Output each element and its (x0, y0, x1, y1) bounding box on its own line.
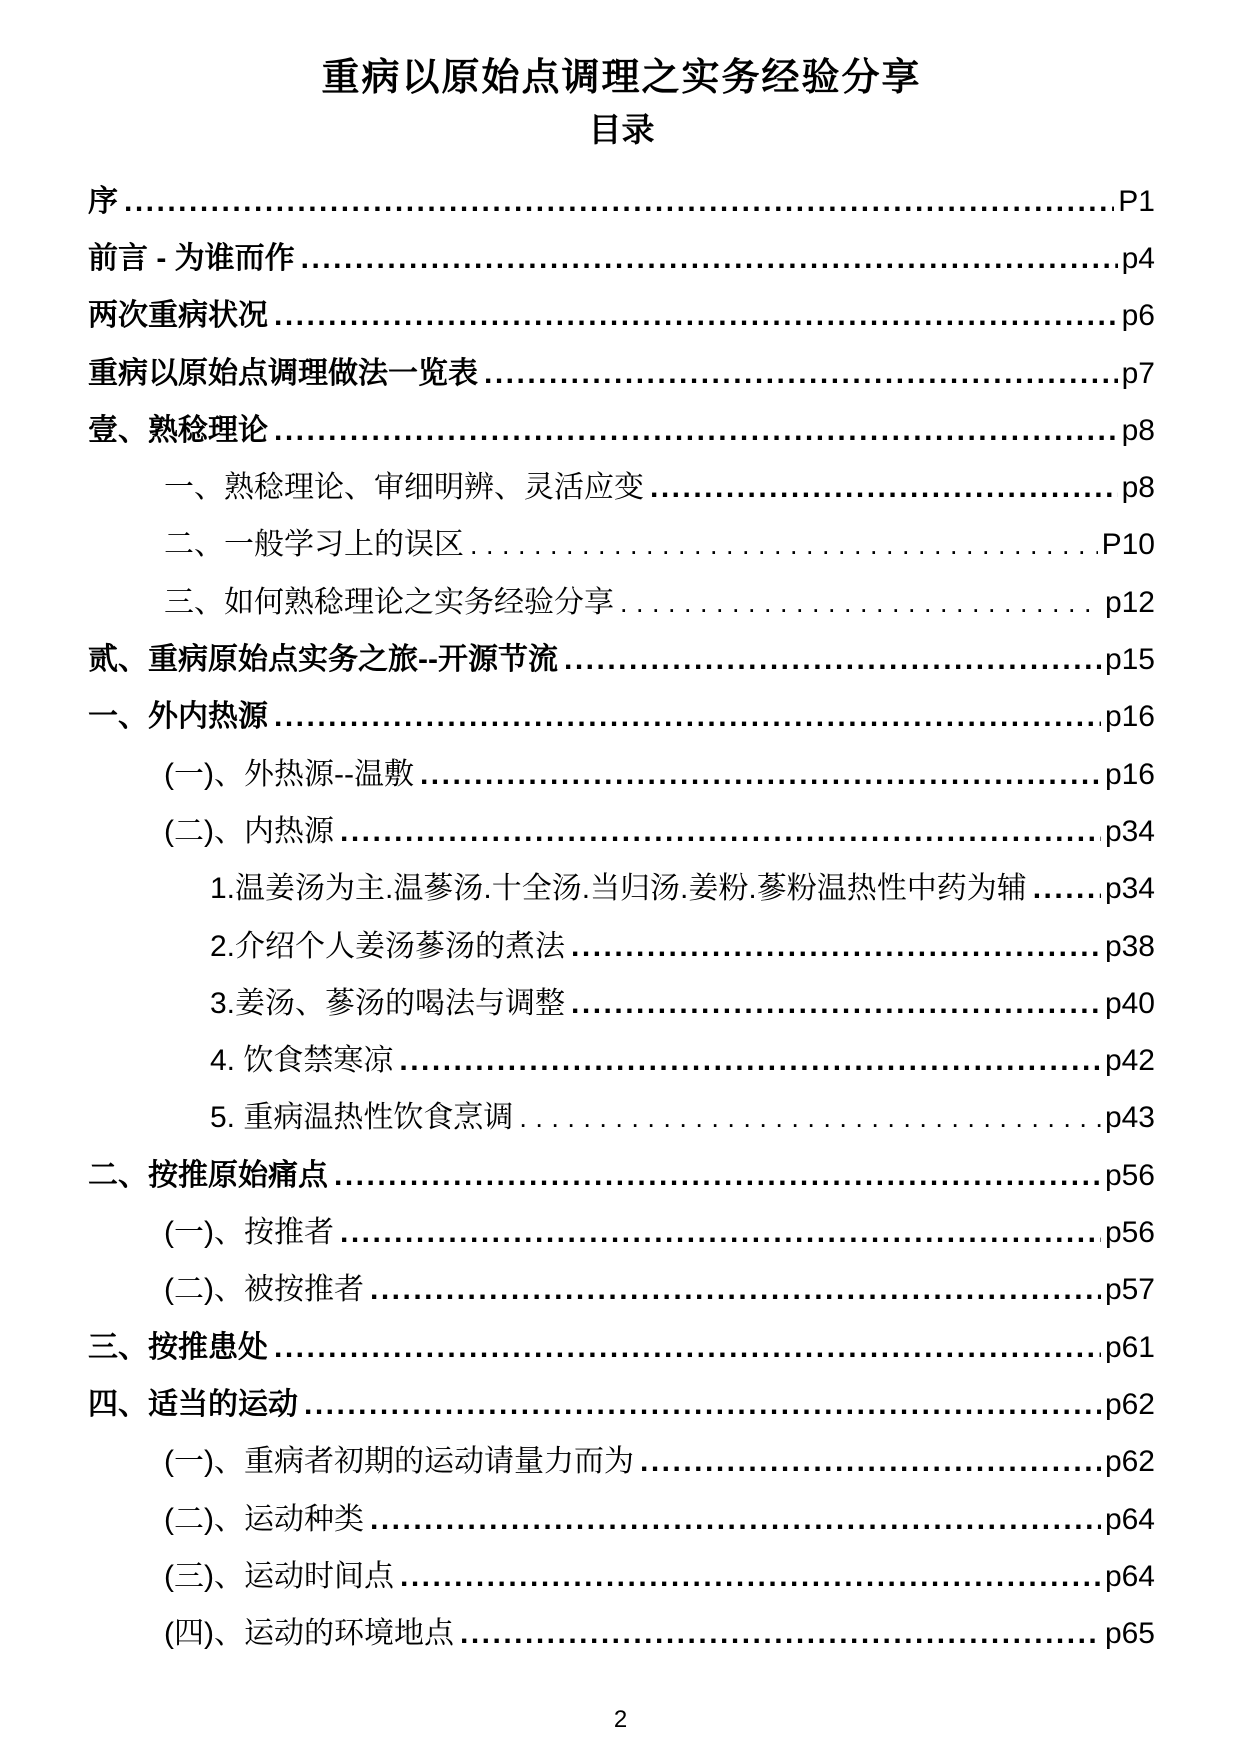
toc-entry-label: 四、适当的运动 (88, 1387, 298, 1421)
toc-entry-page: p57 (1104, 1273, 1155, 1307)
toc-entry-page: p15 (1104, 643, 1155, 677)
document-title: 重病以原始点调理之实务经验分享 (321, 57, 922, 99)
toc-entry-page: p16 (1104, 757, 1155, 791)
toc-entry-label: (三)、运动时间点 (164, 1559, 394, 1593)
toc-heading: 目录 (588, 111, 655, 149)
toc-entry[interactable] (88, 1089, 1155, 1146)
toc-entry[interactable] (88, 1433, 1155, 1490)
toc-entry-page: p62 (1104, 1387, 1155, 1421)
toc-leader-dots (274, 287, 1118, 344)
toc-entry[interactable] (88, 631, 1155, 688)
toc-entry-label: 三、按推患处 (88, 1330, 268, 1364)
toc-entry-page: p62 (1104, 1445, 1155, 1479)
table-of-contents (88, 173, 1155, 1663)
toc-entry-page: p65 (1104, 1617, 1155, 1651)
toc-leader-dots (400, 1548, 1101, 1605)
toc-leader-dots (370, 1491, 1101, 1548)
toc-entry-page: P10 (1101, 528, 1155, 562)
toc-entry-label: 两次重病状况 (88, 299, 268, 333)
toc-entry-page: p16 (1104, 700, 1155, 734)
toc-entry-label: 贰、重病原始点实务之旅--开源节流 (88, 643, 558, 677)
toc-entry-page: p8 (1121, 413, 1155, 447)
toc-leader-dots (470, 516, 1098, 573)
toc-entry[interactable] (88, 230, 1155, 287)
page-number: 2 (613, 1706, 628, 1733)
toc-entry-label: 二、一般学习上的误区 (164, 528, 464, 562)
toc-entry[interactable] (88, 1261, 1155, 1318)
toc-leader-dots (620, 574, 1101, 631)
toc-entry[interactable] (88, 1605, 1155, 1662)
toc-entry-label: 三、如何熟稔理论之实务经验分享 (164, 585, 614, 619)
toc-entry-page: p6 (1121, 299, 1155, 333)
toc-leader-dots (334, 1147, 1101, 1204)
toc-entry[interactable] (88, 574, 1155, 631)
toc-entry-page: p64 (1104, 1502, 1155, 1536)
toc-entry-label: 壹、熟稔理论 (88, 413, 268, 447)
toc-entry[interactable] (88, 918, 1155, 975)
toc-entry-page: p7 (1121, 356, 1155, 390)
toc-leader-dots (274, 688, 1101, 745)
toc-entry-label: 二、按推原始痛点 (88, 1158, 328, 1192)
toc-entry-page: p56 (1104, 1216, 1155, 1250)
toc-entry-page: p34 (1104, 814, 1155, 848)
toc-entry-label: 一、外内热源 (88, 700, 268, 734)
toc-leader-dots (571, 918, 1101, 975)
toc-entry-page: p56 (1104, 1158, 1155, 1192)
toc-leader-dots (571, 975, 1101, 1032)
toc-entry-label: 序 (88, 184, 118, 218)
toc-entry[interactable] (88, 1376, 1155, 1433)
toc-entry-page: p64 (1104, 1559, 1155, 1593)
toc-entry-label: 前言 - 为谁而作 (88, 241, 295, 275)
toc-entry[interactable] (88, 746, 1155, 803)
toc-entry[interactable] (88, 459, 1155, 516)
toc-entry[interactable] (88, 803, 1155, 860)
toc-entry[interactable] (88, 1147, 1155, 1204)
toc-entry-page: p38 (1104, 929, 1155, 963)
toc-entry-label: 4. 饮食禁寒凉 (210, 1044, 394, 1078)
toc-leader-dots (274, 402, 1118, 459)
toc-entry[interactable] (88, 1204, 1155, 1261)
toc-entry-page: p42 (1104, 1044, 1155, 1078)
toc-leader-dots (124, 173, 1114, 230)
toc-entry-label: 重病以原始点调理做法一览表 (88, 356, 478, 390)
toc-leader-dots (399, 1032, 1101, 1089)
toc-entry-label: (二)、内热源 (164, 814, 334, 848)
toc-leader-dots (650, 459, 1118, 516)
toc-entry[interactable] (88, 345, 1155, 402)
toc-entry-label: (一)、按推者 (164, 1216, 334, 1250)
toc-leader-dots (564, 631, 1101, 688)
toc-leader-dots (304, 1376, 1101, 1433)
toc-entry[interactable] (88, 1491, 1155, 1548)
toc-entry[interactable] (88, 287, 1155, 344)
toc-entry-label: (二)、被按推者 (164, 1273, 364, 1307)
toc-entry[interactable] (88, 688, 1155, 745)
toc-entry-label: 1.温姜汤为主.温蔘汤.十全汤.当归汤.姜粉.蔘粉温热性中药为辅 (210, 872, 1027, 906)
toc-entry-page: p34 (1104, 872, 1155, 906)
toc-entry[interactable] (88, 516, 1155, 573)
toc-entry-label: 2.介绍个人姜汤蔘汤的煮法 (210, 929, 566, 963)
toc-entry-page: p12 (1104, 585, 1155, 619)
toc-entry[interactable] (88, 402, 1155, 459)
toc-entry[interactable] (88, 1548, 1155, 1605)
toc-entry-label: (一)、外热源--温敷 (164, 757, 414, 791)
toc-entry-page: p40 (1104, 986, 1155, 1020)
toc-entry-label: 一、熟稔理论、审细明辨、灵活应变 (164, 471, 644, 505)
toc-entry-page: p8 (1121, 471, 1155, 505)
toc-leader-dots (484, 345, 1118, 402)
toc-entry[interactable] (88, 1319, 1155, 1376)
toc-entry-page: p61 (1104, 1330, 1155, 1364)
toc-entry[interactable] (88, 860, 1155, 917)
toc-leader-dots (370, 1261, 1101, 1318)
toc-entry-label: 3.姜汤、蔘汤的喝法与调整 (210, 986, 566, 1020)
toc-leader-dots (1033, 860, 1101, 917)
toc-entry-label: (四)、运动的环境地点 (164, 1617, 454, 1651)
toc-entry[interactable] (88, 173, 1155, 230)
toc-leader-dots (460, 1605, 1101, 1662)
toc-leader-dots (301, 230, 1118, 287)
toc-leader-dots (519, 1089, 1101, 1146)
toc-entry-page: p4 (1121, 241, 1155, 275)
toc-entry-page: p43 (1104, 1101, 1155, 1135)
toc-leader-dots (340, 1204, 1101, 1261)
toc-entry-label: 5. 重病温热性饮食烹调 (210, 1101, 514, 1135)
toc-entry-page: P1 (1118, 184, 1155, 218)
toc-leader-dots (274, 1319, 1101, 1376)
toc-entry[interactable] (88, 975, 1155, 1032)
toc-leader-dots (420, 746, 1101, 803)
toc-leader-dots (640, 1433, 1101, 1490)
toc-leader-dots (340, 803, 1101, 860)
toc-entry-label: (二)、运动种类 (164, 1502, 364, 1536)
toc-entry[interactable] (88, 1032, 1155, 1089)
toc-entry-label: (一)、重病者初期的运动请量力而为 (164, 1445, 634, 1479)
